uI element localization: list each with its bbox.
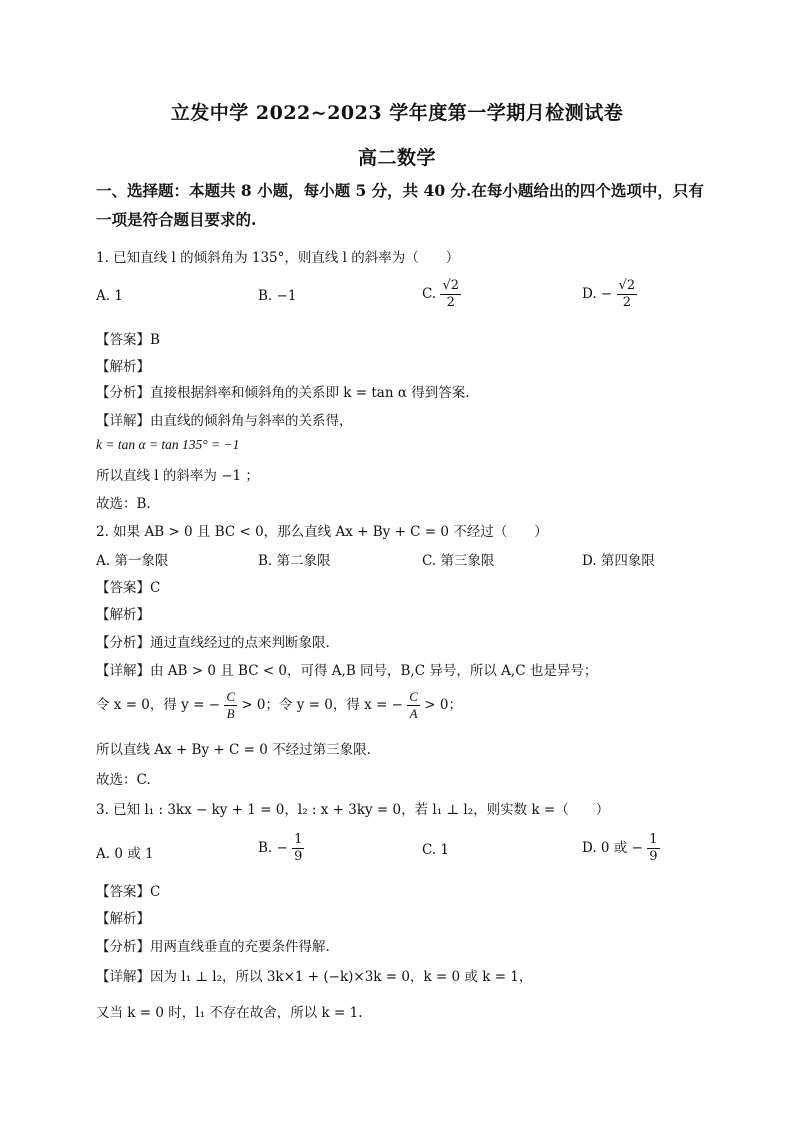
q3-option-b-label: B. − <box>258 840 288 856</box>
q2-frac2-numerator: C <box>409 689 418 704</box>
q1-stem: 1. 已知直线 l 的倾斜角为 135°，则直线 l 的斜率为（ ） <box>96 250 460 266</box>
q2-fraction-c-over-b <box>224 689 237 722</box>
q3-final: 又当 k = 0 时，l₁ 不存在故舍，所以 k = 1. <box>96 1005 363 1021</box>
q2-option-a: A. 第一象限 <box>96 553 169 569</box>
q1-answer: 【答案】B <box>96 332 160 348</box>
q2-conclusion: 所以直线 Ax + By + C = 0 不经过第三象限. <box>96 742 371 758</box>
q3-stem: 3. 已知 l₁ : 3kx − ky + 1 = 0，l₂ : x + 3ky = 0，若 l₁ ⊥ l₂，则实数 k =（ ） <box>96 802 610 818</box>
q1-option-b: B. −1 <box>258 288 297 304</box>
q1-option-c-numerator: √2 <box>442 278 459 293</box>
exam-title: 立发中学 2022~2023 学年度第一学期月检测试卷 <box>170 102 624 124</box>
q2-substitution <box>96 689 462 722</box>
q1-option-a: A. 1 <box>96 288 123 304</box>
q3-option-a: A. 0 或 1 <box>96 846 154 862</box>
q2-fraction-c-over-a <box>407 689 420 722</box>
section-heading <box>96 176 706 234</box>
q1-conclusion: 所以直线 l 的斜率为 −1 ； <box>96 468 259 484</box>
q2-option-c: C. 第三象限 <box>422 553 495 569</box>
q1-analysis-label: 【解析】 <box>96 359 150 375</box>
q2-sub-part-3: > 0； <box>424 697 462 713</box>
q3-option-d-label: D. 0 或 − <box>582 840 643 856</box>
q2-option-d: D. 第四象限 <box>582 553 655 569</box>
q1-option-c-label: C. <box>422 286 437 302</box>
q3-option-b <box>258 832 304 865</box>
q3-option-d-fraction <box>647 832 659 865</box>
q2-sub-part-1: 令 x = 0，得 y = − <box>96 697 221 713</box>
q2-analysis-label: 【解析】 <box>96 607 150 623</box>
q2-frac2-denominator: A <box>409 706 418 721</box>
q2-fenxi: 【分析】通过直线经过的点来判断象限. <box>96 635 330 651</box>
q1-option-d <box>582 278 637 311</box>
section-heading-line-1: 一、选择题：本题共 8 小题，每小题 5 分，共 40 分.在每小题给出的四个选项中，只有 <box>96 181 704 200</box>
q1-option-d-denominator: 2 <box>622 295 631 310</box>
q2-frac1-denominator: B <box>226 706 235 721</box>
q2-option-b: B. 第二象限 <box>258 553 331 569</box>
q3-option-d-numerator: 1 <box>649 832 658 847</box>
q1-xiangjie: 【详解】由直线的倾斜角与斜率的关系得， <box>96 413 353 429</box>
q1-option-d-fraction <box>617 278 638 311</box>
q2-xiangjie: 【详解】由 AB > 0 且 BC < 0，可得 A,B 同号，B,C 异号，所以 A,C 也是异号； <box>96 663 598 679</box>
exam-subtitle: 高二数学 <box>357 147 436 169</box>
q2-sub-part-2: > 0；令 y = 0，得 x = − <box>241 697 403 713</box>
q3-option-d <box>582 832 660 865</box>
q1-option-c-denominator: 2 <box>446 295 455 310</box>
q2-frac1-numerator: C <box>226 689 235 704</box>
q3-option-c: C. 1 <box>422 842 450 858</box>
q1-equation: k = tan α = tan 135° = −1 <box>96 437 240 452</box>
q3-option-b-fraction <box>292 832 304 865</box>
q3-answer: 【答案】C <box>96 884 161 900</box>
q1-option-c <box>422 278 461 311</box>
q1-choice: 故选：B. <box>96 496 151 512</box>
q3-option-d-denominator: 9 <box>649 849 658 864</box>
q3-option-b-numerator: 1 <box>294 832 303 847</box>
q3-xiangjie: 【详解】因为 l₁ ⊥ l₂，所以 3k×1 + (−k)×3k = 0，k = 0 或 k = 1， <box>96 969 533 985</box>
q1-fenxi: 【分析】直接根据斜率和倾斜角的关系即 k = tan α 得到答案. <box>96 385 470 401</box>
q3-option-b-denominator: 9 <box>294 849 303 864</box>
q1-option-d-label: D. − <box>582 286 613 302</box>
q2-choice: 故选：C. <box>96 772 151 788</box>
q2-stem: 2. 如果 AB > 0 且 BC < 0，那么直线 Ax + By + C = 0 不经过（ ） <box>96 524 548 540</box>
q2-answer: 【答案】C <box>96 580 161 596</box>
q1-option-d-numerator: √2 <box>618 278 636 293</box>
q3-fenxi: 【分析】用两直线垂直的充要条件得解. <box>96 939 330 955</box>
section-heading-line-2: 一项是符合题目要求的. <box>96 210 257 229</box>
q1-option-c-fraction <box>440 278 461 311</box>
q3-analysis-label: 【解析】 <box>96 911 150 927</box>
